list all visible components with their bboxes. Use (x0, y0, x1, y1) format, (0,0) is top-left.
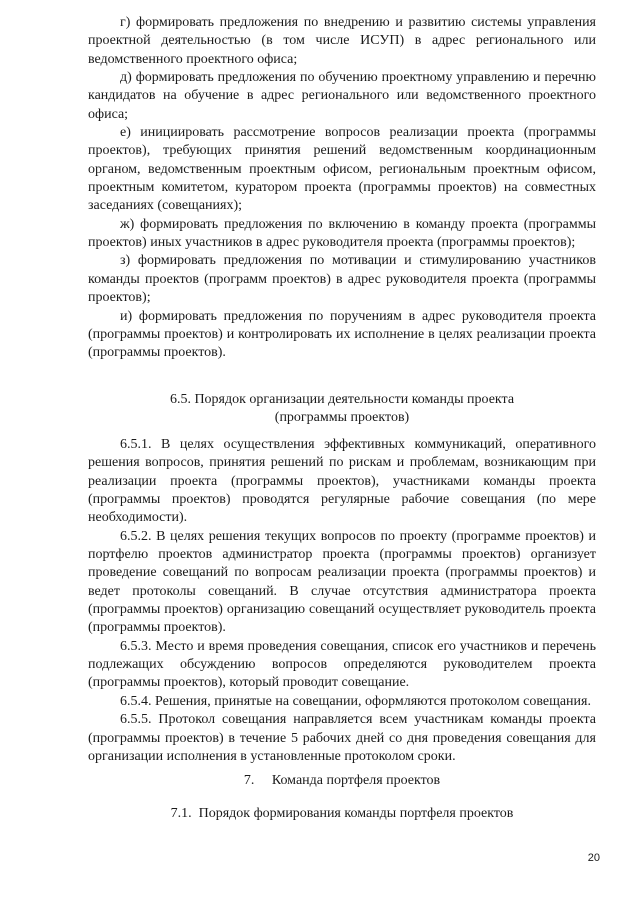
section-7-1-heading: 7.1. Порядок формирования команды портфеля проектов (170, 806, 514, 821)
section-7-heading: 7. Команда портфеля проектов (243, 773, 441, 788)
paragraph-6-5-1: 6.5.1. В целях осуществления эффективных коммуникаций, оперативного решения вопросов, принятия решений по рискам и проблемам, возникающим при реализации проекта (программы проектов), участниками команды проекта (программы проектов) проводятся регулярные рабочие совещания (по мере необходимости). (88, 437, 596, 526)
paragraph-6-5-4: 6.5.4. Решения, принятые на совещании, оформляются протоколом совещания. (120, 693, 591, 709)
section-6-5-heading-line2: (программы проектов) (274, 410, 410, 425)
list-item-e: е) инициировать рассмотрение вопросов реализации проекта (программы проектов), требующих принятия решений ведомственным координационным органом, ведомственным проектным офисом, региональным проектным офисом, проектным комитетом, куратором проекта (программы проектов) на совместных заседаниях (совещаниях); (88, 125, 596, 214)
list-item-z: з) формировать предложения по мотивации и стимулированию участников команды проектов (программ проектов) в адрес руководителя проекта (программы проектов); (88, 253, 596, 306)
paragraph-6-5-3: 6.5.3. Место и время проведения совещания, список его участников и перечень подлежащих обсуждению вопросов определяются руководителем проекта (программы проектов), который проводит совещание. (88, 638, 596, 691)
page-number: 20 (587, 852, 600, 864)
section-6-5-heading-line1: 6.5. Порядок организации деятельности команды проекта (169, 392, 515, 407)
list-item-i: и) формировать предложения по поручениям в адрес руководителя проекта (программы проектов) и контролировать их исполнение в целях реализации проекта (программы проектов). (88, 308, 596, 361)
paragraph-6-5-2: 6.5.2. В целях решения текущих вопросов по проекту (программе проектов) и портфелю проектов администратор проекта (программы проектов) организует проведение совещаний по вопросам реализации проекта (программы проектов) и ведет протоколы совещаний. В случае отсутствия администратора проекта (программы проектов) организацию совещаний осуществляет руководитель проекта (программы проектов). (88, 528, 596, 636)
list-item-d: д) формировать предложения по обучению проектному управлению и перечню кандидатов на обучение в адрес регионального или ведомственного проектного офиса; (88, 70, 596, 122)
list-item-zh: ж) формировать предложения по включению в команду проекта (программы проектов) иных участников в адрес руководителя проекта (программы проектов); (88, 216, 596, 251)
paragraph-6-5-5: 6.5.5. Протокол совещания направляется всем участникам команды проекта (программы проектов) в течение 5 рабочих дней со дня проведения совещания для организации исполнения в установленные протоколом сроки. (88, 712, 596, 764)
section-6-5-body (88, 436, 596, 766)
list-item-g: г) формировать предложения по внедрению и развитию системы управления проектной деятельностью (в том числе ИСУП) в адрес регионального или ведомственного проектного офиса; (88, 15, 596, 67)
list-items-block (88, 14, 596, 363)
